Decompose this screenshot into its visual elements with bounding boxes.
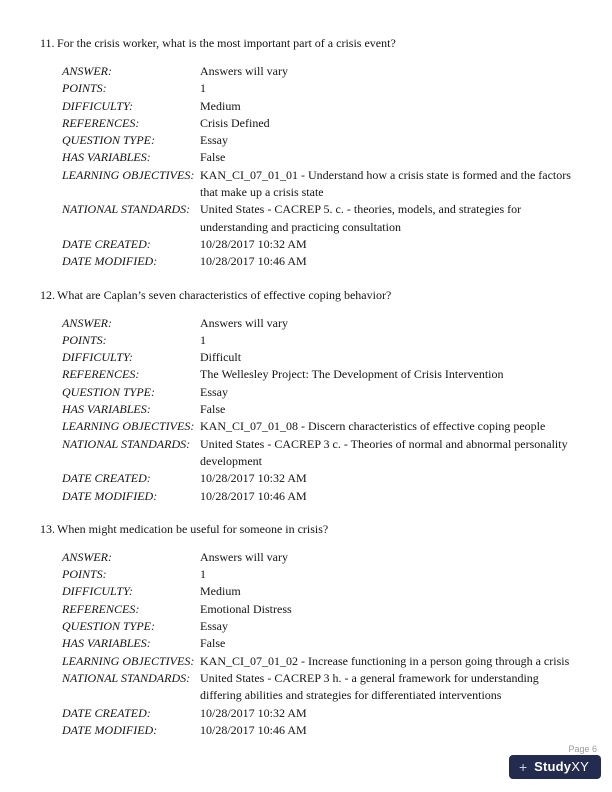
question-text: When might medication be useful for someone in crisis?	[57, 521, 329, 536]
question-number: 13.	[40, 521, 55, 536]
field-label: POINTS:	[62, 332, 107, 347]
brand-name-primary: Study	[534, 759, 572, 774]
field-value: United States - CACREP 5. c. - theories, models, and strategies for understanding and practicing consultation	[200, 202, 522, 234]
field-label: QUESTION TYPE:	[62, 384, 156, 399]
field-row	[62, 436, 578, 471]
question-fields	[62, 63, 578, 271]
question-block	[40, 288, 578, 505]
field-row	[62, 98, 578, 115]
question-block	[40, 522, 578, 739]
field-row	[62, 722, 578, 739]
field-row	[62, 149, 578, 166]
field-row	[62, 132, 578, 149]
field-label: POINTS:	[62, 81, 107, 96]
field-row	[62, 618, 578, 635]
field-value: Emotional Distress	[200, 601, 292, 616]
field-value: Medium	[200, 98, 241, 113]
plus-icon: +	[518, 758, 528, 775]
field-value: The Wellesley Project: The Development of Crisis Intervention	[200, 367, 504, 382]
field-label: NATIONAL STANDARDS:	[62, 202, 191, 217]
field-value: 10/28/2017 10:32 AM	[200, 236, 307, 251]
field-row	[62, 635, 578, 652]
field-row	[62, 488, 578, 505]
field-row	[62, 63, 578, 80]
field-label: NATIONAL STANDARDS:	[62, 436, 191, 451]
field-value: Medium	[200, 584, 241, 599]
field-value: Essay	[200, 384, 228, 399]
field-row	[62, 315, 578, 332]
question-text: For the crisis worker, what is the most important part of a crisis event?	[57, 36, 396, 50]
field-row	[62, 201, 578, 236]
field-row	[62, 349, 578, 366]
field-value: 10/28/2017 10:46 AM	[200, 254, 307, 269]
field-label: NATIONAL STANDARDS:	[62, 670, 191, 685]
field-row	[62, 601, 578, 618]
field-label: LEARNING OBJECTIVES:	[62, 653, 195, 668]
question-header	[40, 522, 578, 537]
field-label: LEARNING OBJECTIVES:	[62, 167, 195, 182]
field-value: Answers will vary	[200, 549, 288, 564]
brand-name	[534, 759, 589, 774]
field-value: United States - CACREP 3 c. - Theories of normal and abnormal personality development	[200, 436, 568, 468]
field-value: Difficult	[200, 350, 242, 365]
field-value: Essay	[200, 619, 228, 634]
field-value: False	[200, 150, 226, 165]
field-label: REFERENCES:	[62, 367, 140, 382]
field-value: 1	[200, 567, 206, 582]
field-label: DIFFICULTY:	[62, 350, 133, 365]
field-value: 10/28/2017 10:46 AM	[200, 722, 307, 737]
field-value: 10/28/2017 10:46 AM	[200, 488, 307, 503]
field-label: DATE CREATED:	[62, 705, 151, 720]
field-row	[62, 670, 578, 705]
field-row	[62, 253, 578, 270]
field-label: HAS VARIABLES:	[62, 150, 151, 165]
field-label: ANSWER:	[62, 315, 112, 330]
question-text: What are Caplan’s seven characteristics of effective coping behavior?	[57, 287, 392, 302]
field-value: KAN_CI_07_01_01 - Understand how a crisis state is formed and the factors that make up a crisis state	[200, 167, 571, 200]
field-row	[62, 167, 578, 202]
question-fields	[62, 315, 578, 505]
field-label: DATE MODIFIED:	[62, 722, 158, 737]
field-row	[62, 653, 578, 670]
field-label: HAS VARIABLES:	[62, 636, 151, 651]
field-row	[62, 332, 578, 349]
field-value: Answers will vary	[200, 315, 288, 330]
field-value: Answers will vary	[200, 64, 288, 78]
field-label: REFERENCES:	[62, 601, 140, 616]
field-label: DATE MODIFIED:	[62, 254, 158, 269]
field-value: 10/28/2017 10:32 AM	[200, 705, 307, 720]
field-value: False	[200, 636, 226, 651]
question-header	[40, 288, 578, 303]
field-row	[62, 384, 578, 401]
field-row	[62, 418, 578, 435]
field-label: QUESTION TYPE:	[62, 619, 156, 634]
field-value: False	[200, 402, 226, 417]
field-row	[62, 401, 578, 418]
field-label: LEARNING OBJECTIVES:	[62, 419, 195, 434]
field-label: HAS VARIABLES:	[62, 402, 151, 417]
field-label: QUESTION TYPE:	[62, 133, 156, 148]
field-row	[62, 80, 578, 97]
field-value: United States - CACREP 3 h. - a general framework for understanding differing abilities and strategies for differentiated interventions	[200, 670, 539, 703]
field-value: 1	[200, 81, 206, 96]
question-block	[40, 36, 578, 271]
page-number-label: Page 6	[568, 744, 597, 754]
field-value: KAN_CI_07_01_02 - Increase functioning in a person going through a crisis	[200, 653, 570, 668]
field-label: DATE MODIFIED:	[62, 488, 158, 503]
field-label: POINTS:	[62, 567, 107, 582]
field-label: DATE CREATED:	[62, 236, 151, 251]
field-row	[62, 583, 578, 600]
field-label: REFERENCES:	[62, 115, 140, 130]
field-label: ANSWER:	[62, 64, 112, 78]
brand-name-secondary: XY	[571, 759, 589, 774]
question-number: 12.	[40, 287, 55, 302]
field-row	[62, 566, 578, 583]
field-row	[62, 705, 578, 722]
field-row	[62, 549, 578, 566]
field-value: 10/28/2017 10:32 AM	[200, 471, 307, 486]
field-label: ANSWER:	[62, 549, 112, 564]
question-fields	[62, 549, 578, 739]
question-header	[40, 36, 578, 51]
field-row	[62, 236, 578, 253]
field-row	[62, 115, 578, 132]
field-value: KAN_CI_07_01_08 - Discern characteristics of effective coping people	[200, 419, 546, 434]
field-value: 1	[200, 332, 206, 347]
field-value: Crisis Defined	[200, 115, 270, 130]
field-value: Essay	[200, 133, 228, 148]
field-row	[62, 366, 578, 383]
field-label: DIFFICULTY:	[62, 584, 133, 599]
field-label: DIFFICULTY:	[62, 98, 133, 113]
page-footer	[509, 744, 601, 779]
studyxy-badge[interactable]	[509, 755, 601, 779]
field-label: DATE CREATED:	[62, 471, 151, 486]
question-number: 11.	[40, 36, 55, 50]
field-row	[62, 470, 578, 487]
